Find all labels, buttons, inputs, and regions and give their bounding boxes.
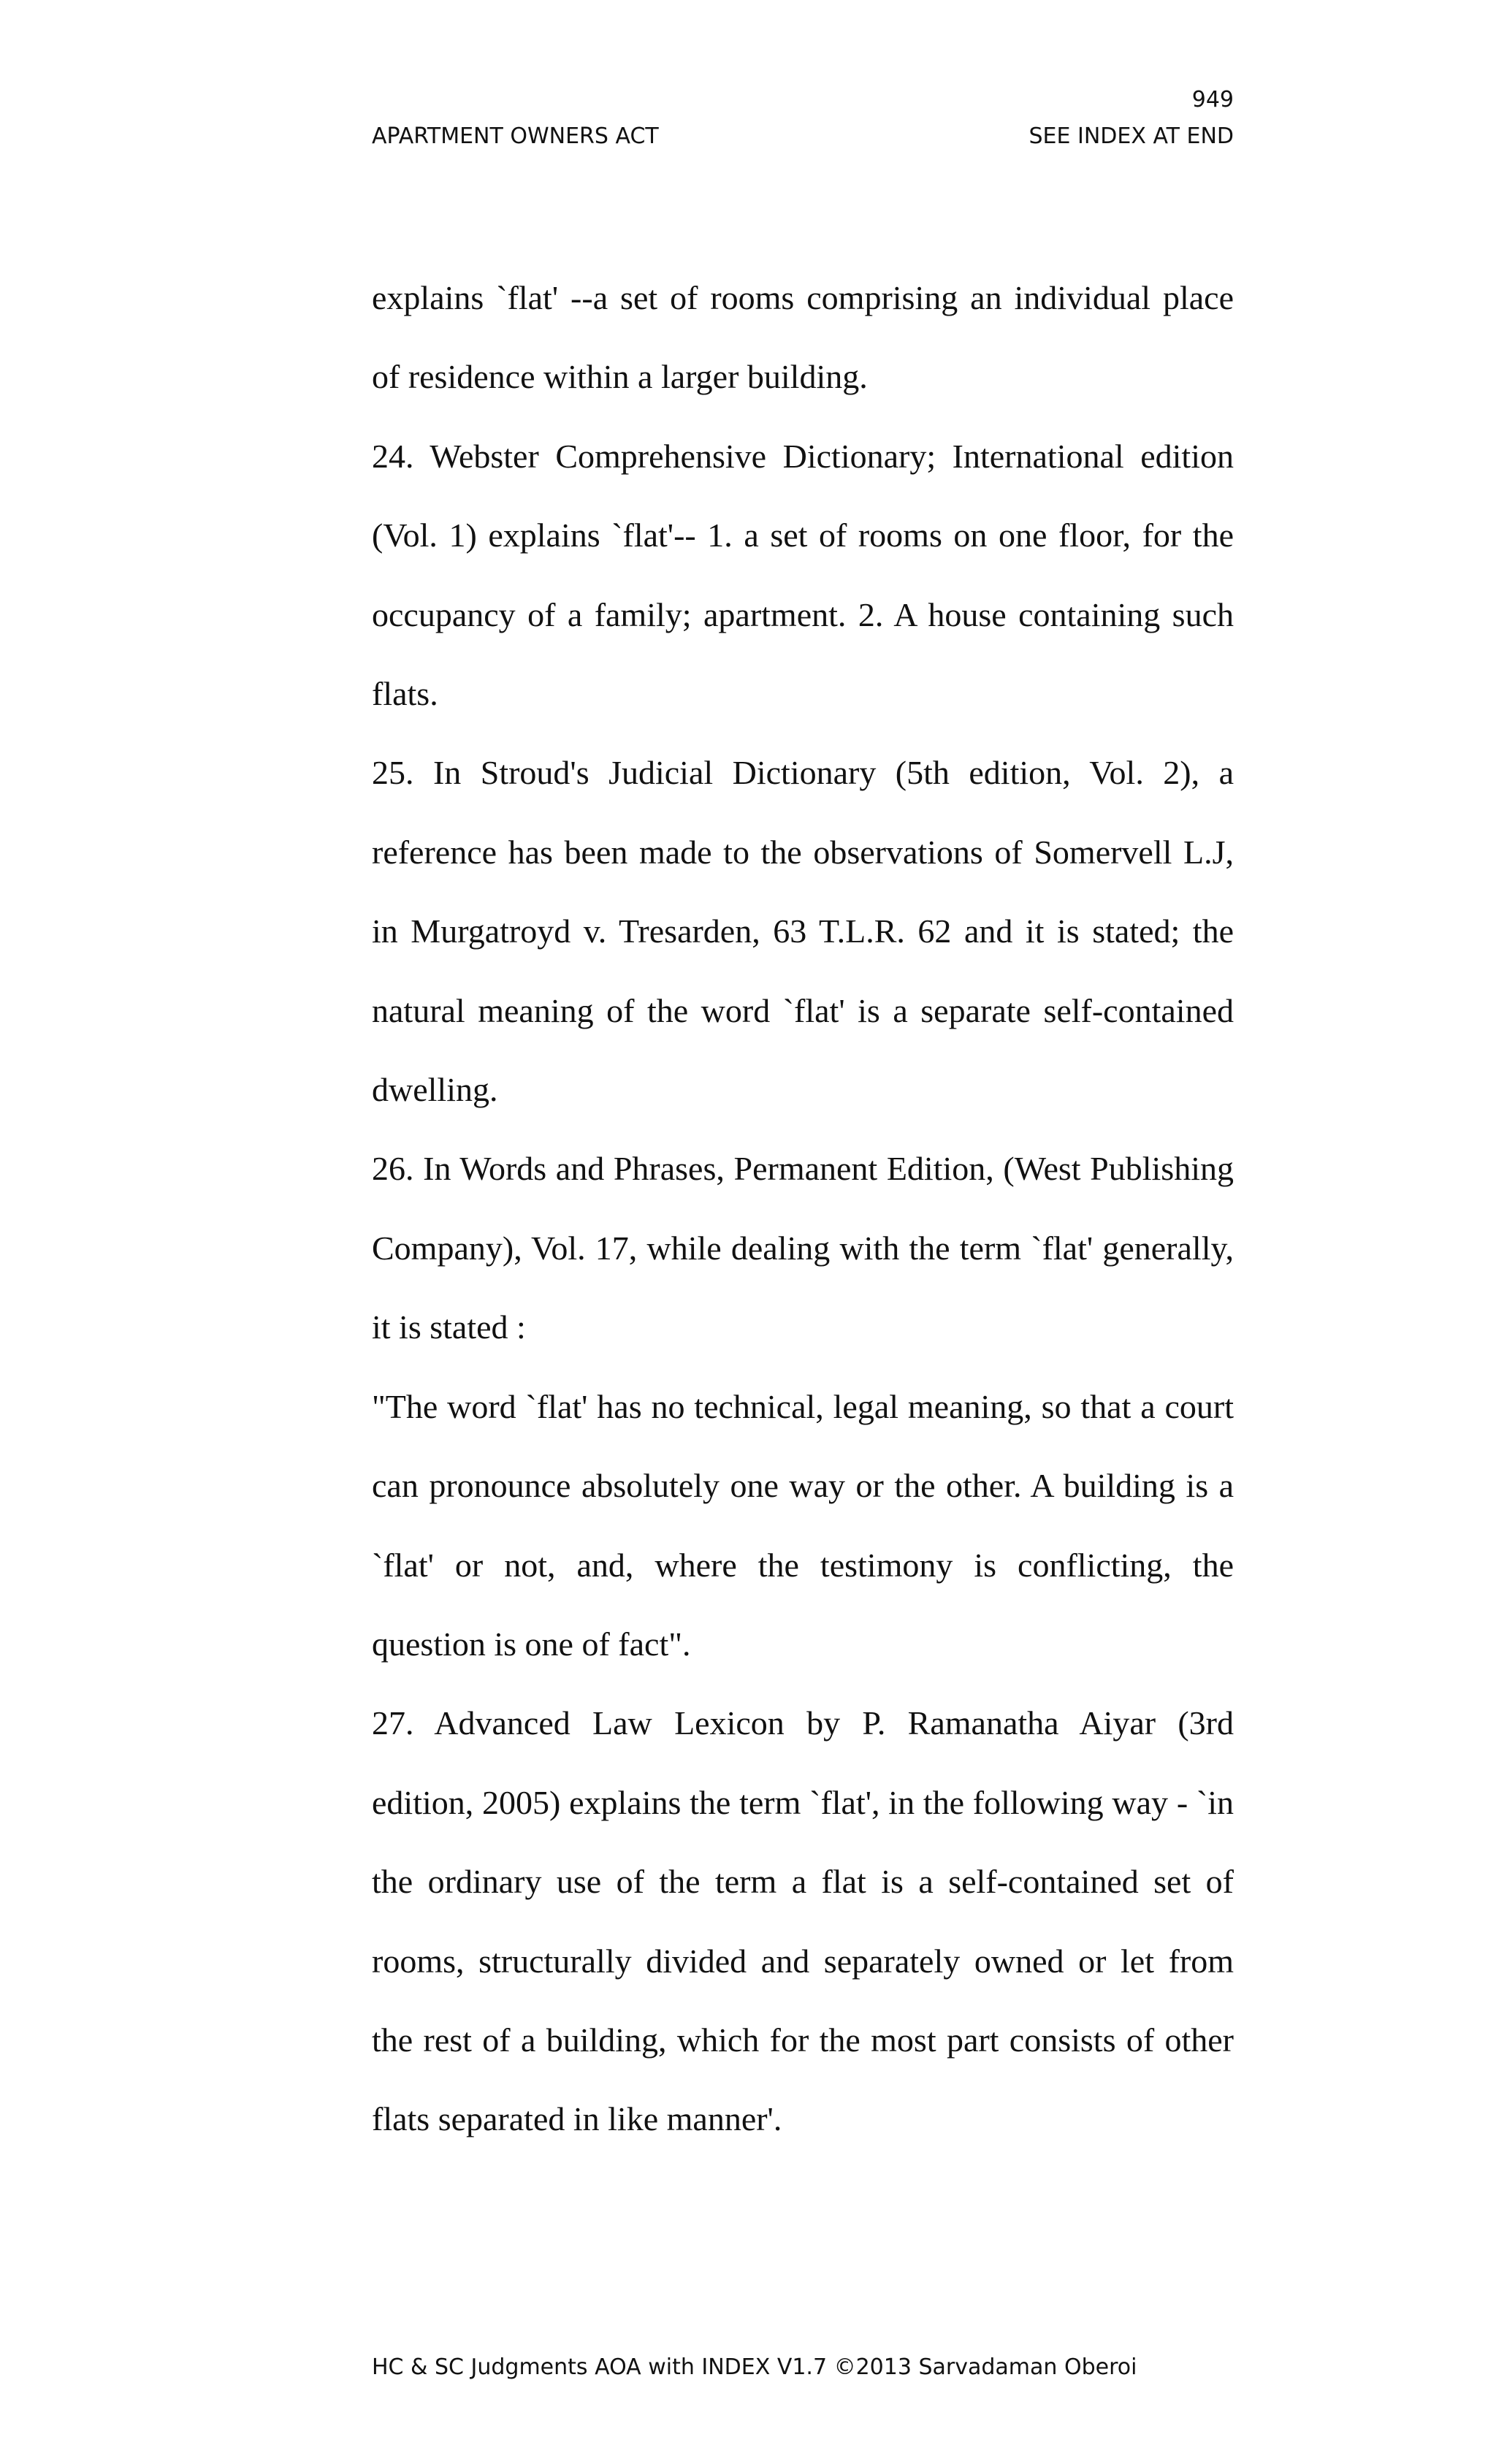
body-text [372,259,1234,2159]
paragraph-26: 26. In Words and Phrases, Permanent Edition, (West Publishing Company), Vol. 17, while dealing with the term `flat' generally, it is stated : [372,1150,1234,1346]
paragraph-27: 27. Advanced Law Lexicon by P. Ramanatha Aiyar (3rd edition, 2005) explains the term `flat', in the following way - `in the ordinary use of the term a flat is a self-contained set of rooms, structurally divided and separately owned or let from the rest of a building, which for the most part consists of other flats separated in like manner'. [372,1704,1234,2138]
footer: HC & SC Judgments AOA with INDEX V1.7 ©2013 Sarvadaman Oberoi [372,2354,1137,2380]
paragraph-25: 25. In Stroud's Judicial Dictionary (5th edition, Vol. 2), a reference has been made to the observations of Somervell L.J, in Murgatroyd v. Tresarden, 63 T.L.R. 62 and it is stated; the natural meaning of the word `flat' is a separate self-contained dwelling. [372,754,1234,1109]
running-header [372,123,1234,149]
header-title: APARTMENT OWNERS ACT [372,123,659,149]
paragraph-continuation: explains `flat' --a set of rooms comprising an individual place of residence within a larger building. [372,279,1234,396]
header-index-note: SEE INDEX AT END [1028,123,1234,149]
paragraph-24: 24. Webster Comprehensive Dictionary; International edition (Vol. 1) explains `flat'-- 1. a set of rooms on one floor, for the occupancy of a family; apartment. 2. A house containing such flats. [372,437,1234,713]
quotation-paragraph: "The word `flat' has no technical, legal meaning, so that a court can pronounce absolutely one way or the other. A building is a `flat' or not, and, where the testimony is conflicting, the question is one of fact". [372,1387,1234,1663]
page-number: 949 [1191,87,1234,112]
